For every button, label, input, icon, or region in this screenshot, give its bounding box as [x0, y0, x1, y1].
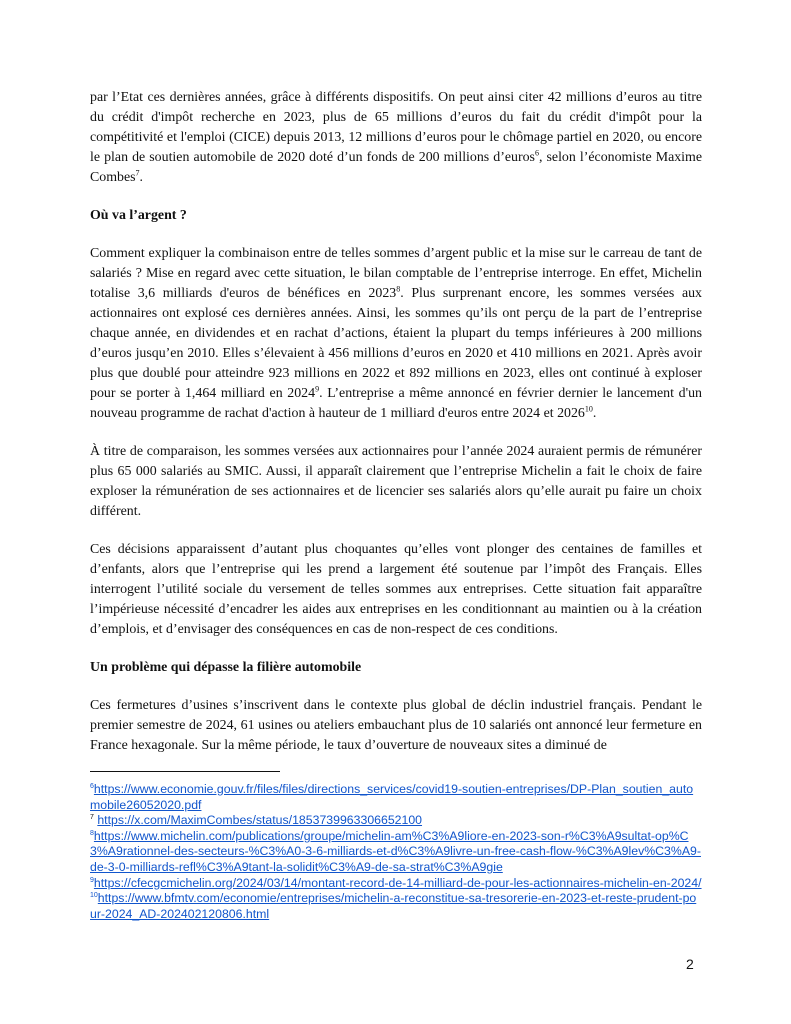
footnote-number: 9 — [90, 876, 94, 884]
page-number: 2 — [686, 956, 694, 972]
footnote-link-8[interactable]: https://www.michelin.com/publications/groupe/michelin-am%C3%A9liore-en-2023-son-r%C3%A9sultat-op%C3%A9rationnel-des-secteurs-%C3%A0-3-6-milliards-et-d%C3%A9livre-un-free-cash-flow-%C3%A9lev%C3%A9-de-3-0-milliards-refl%C3%A9tant-la-solidit%C3%A9-de-sa-strat%C3%A9gie — [90, 828, 701, 874]
footnote-10 — [90, 891, 702, 922]
footnote-ref-9[interactable]: 9 — [315, 384, 320, 394]
paragraph-text: . Plus surprenant encore, les sommes versées aux actionnaires ont explosé ces dernières années. Ainsi, les sommes qu’ils ont perçu de la part de l’entreprise chaque année, en dividendes et en rachat d’actions, étaient la plupart du temps inférieures à 200 millions d’euros jusqu’en 2010. Elles s’élevaient à 456 millions d’euros en 2020 et 410 millions en 2021. Après avoir plus que doublé pour atteindre 923 millions en 2022 et 892 millions en 2023, elles ont continué à exploser pour se porter à 1,464 milliard en 2024 — [90, 286, 702, 401]
footnote-ref-7[interactable]: 7 — [135, 168, 140, 178]
footnote-number: 10 — [90, 892, 98, 900]
footnote-number: 7 — [90, 814, 94, 822]
document-body — [90, 88, 702, 774]
paragraph-text: . — [592, 406, 597, 421]
section-heading-beyond-automotive: Un problème qui dépasse la filière automobile — [90, 660, 362, 675]
paragraph-text: par l’Etat ces dernières années, grâce à différents dispositifs. On peut ainsi citer 42 millions d’euros au titre du crédit d'impôt recherche en 2023, plus de 65 millions d’euros du fait du crédit d'impôt pour la compétitivité et l'emploi (CICE) depuis 2013, 12 millions d’euros pour le chômage partiel en 2020, ou encore le plan de soutien automobile de 2020 doté d’un fonds de 200 millions d’euros — [90, 90, 702, 165]
footnote-ref-6[interactable]: 6 — [534, 148, 539, 158]
paragraph-text: . L’entreprise a même annoncé en février dernier le lancement d'un nouveau programme de rachat d'action à hauteur de 1 milliard d'euros entre 2024 et 2026 — [90, 386, 702, 421]
footnote-link-6[interactable]: https://www.economie.gouv.fr/files/files/directions_services/covid19-soutien-entreprises/DP-Plan_soutien_automobile26052020.pdf — [90, 782, 694, 812]
paragraph-text: . — [139, 170, 144, 185]
paragraph-public-aid — [90, 88, 702, 188]
section-heading-where-money-goes: Où va l’argent ? — [90, 208, 187, 223]
footnote-number: 8 — [90, 829, 94, 837]
paragraph-comparison: À titre de comparaison, les sommes versées aux actionnaires pour l’année 2024 auraient permis de rémunérer plus 65 000 salariés au SMIC. Aussi, il apparaît clairement que l’entreprise Michelin a fait le choix de faire exploser la rémunération de ses actionnaires et de licencier ses salariés alors qu’elle aurait pu faire un choix différent. — [90, 444, 702, 519]
footnote-ref-10[interactable]: 10 — [584, 404, 593, 414]
footnote-ref-8[interactable]: 8 — [396, 284, 401, 294]
footnote-8 — [90, 829, 702, 876]
footnote-link-7[interactable]: https://x.com/MaximCombes/status/1853739963306652100 — [97, 813, 423, 828]
paragraph-factory-closures: Ces fermetures d’usines s’inscrivent dans le contexte plus global de déclin industriel français. Pendant le premier semestre de 2024, 61 usines ou ateliers embauchant plus de 10 salariés ont annoncé leur fermeture en France hexagonale. Sur la même période, le taux d’ouverture de nouveaux sites a diminué de — [90, 698, 702, 753]
footnote-number: 6 — [90, 782, 94, 790]
paragraph-text: Comment expliquer la combinaison entre de telles sommes d’argent public et la mise sur le carreau de tant de salariés ? Mise en regard avec cette situation, le bilan comptable de l’entreprise interroge. En effet, Michelin totalise 3,6 milliards d'euros de bénéfices en 2023 — [90, 246, 702, 301]
paragraph-financial-results — [90, 244, 702, 424]
footnote-7 — [90, 813, 702, 829]
paragraph-decisions: Ces décisions apparaissent d’autant plus choquantes qu’elles vont plonger des centaines de familles et d’enfants, alors que l’entreprise qui les prend a largement été soutenue par l’impôt des Français. Elles interrogent l’utilité sociale du versement de telles sommes aux entreprises. Cette situation fait apparaître l’impérieuse nécessité d’encadrer les aides aux entreprises en les conditionnant au maintien ou à la création d’emplois, et d’envisager des conséquences en cas de non-respect de ces conditions. — [90, 542, 702, 637]
footnote-link-10[interactable]: https://www.bfmtv.com/economie/entreprises/michelin-a-reconstitue-sa-tresorerie-en-2023-et-reste-prudent-pour-2024_AD-202402120806.html — [90, 891, 697, 921]
footnote-separator — [90, 771, 280, 772]
paragraph-text: , selon l’économiste Maxime Combes — [90, 150, 703, 185]
footnotes — [90, 771, 702, 922]
footnote-9 — [90, 876, 702, 892]
footnote-6 — [90, 782, 702, 813]
footnote-link-9[interactable]: https://cfecgcmichelin.org/2024/03/14/montant-record-de-14-milliard-de-pour-les-actionnaires-michelin-en-2024/ — [93, 875, 702, 890]
